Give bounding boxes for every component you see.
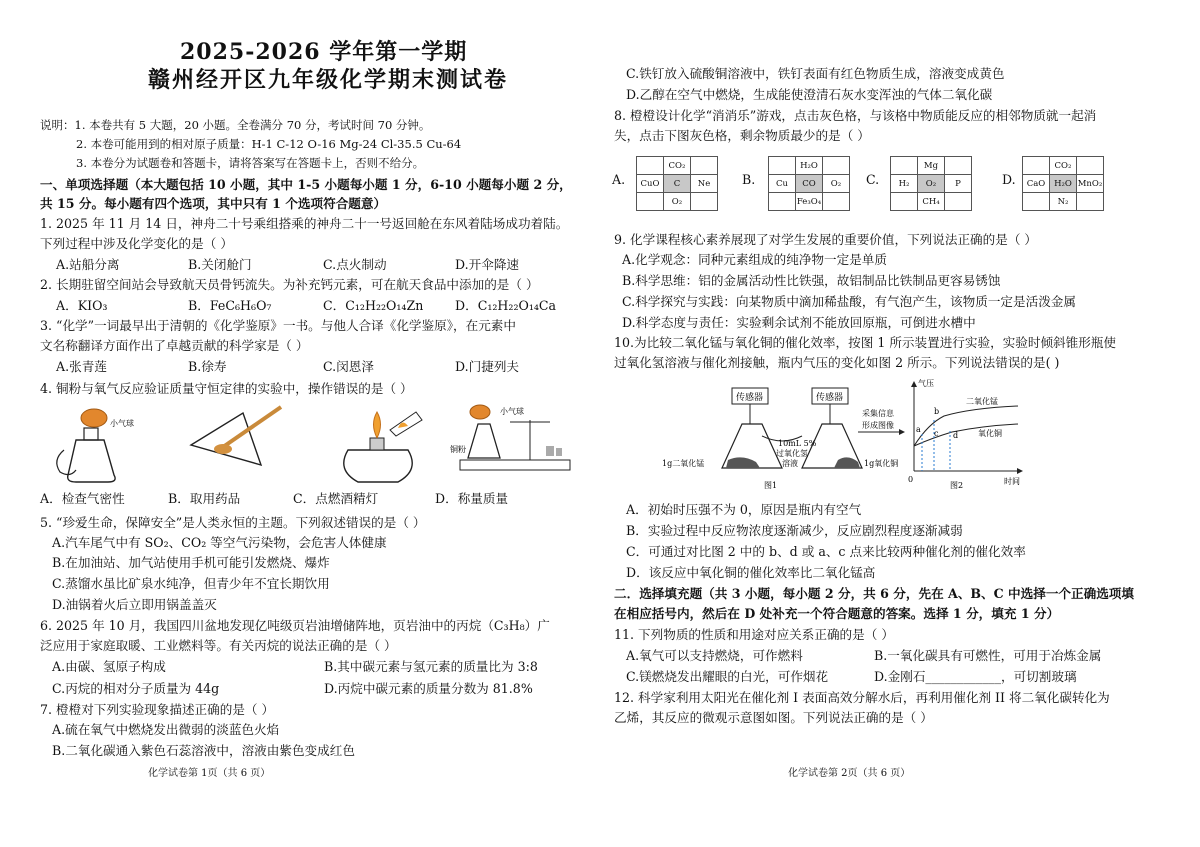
origin-label: 0 xyxy=(908,475,914,484)
q9-option-d: D.科学态度与责任：实验剩余试剂不能放回原瓶，可倒进水槽中 xyxy=(622,315,976,330)
q5-option-a: A.汽车尾气中有 SO₂、CO₂ 等空气污染物，会危害人体健康 xyxy=(52,535,387,550)
take-reagent-illustration xyxy=(183,405,293,485)
q1-option-a: A.站船分离 xyxy=(56,257,120,272)
question-4: 4. 铜粉与氧气反应验证质量守恒定律的实验中，操作错误的是（ ） xyxy=(40,381,413,396)
fig1-caption: 图1 xyxy=(764,481,778,490)
copper-powder-label: 铜粉 xyxy=(450,445,466,454)
grid-cell xyxy=(891,193,918,211)
grid-cell: N₂ xyxy=(1050,193,1077,211)
grid-cell xyxy=(1077,157,1104,175)
grid-cell-highlighted: O₂ xyxy=(918,175,945,193)
grid-cell xyxy=(1023,157,1050,175)
grid-cell xyxy=(945,157,972,175)
page-footer-1: 化学试卷第 1页（共 6 页） xyxy=(148,768,271,779)
grid-cell xyxy=(823,157,850,175)
sensor-label-2: 传感器 xyxy=(816,393,844,403)
q7-option-a: A.硫在氧气中燃烧发出微弱的淡蓝色火焰 xyxy=(52,722,280,737)
section1-heading: 一、单项选择题（本大题包括 10 小题，其中 1-5 小题每小题 1 分，6-10 小题每小题 2 分， xyxy=(40,177,572,192)
question-1: 1. 2025 年 11 月 14 日，神舟二十号乘组搭乘的神舟二十一号返回舱在东风着陆场成功着陆。 xyxy=(40,216,569,231)
grid-cell xyxy=(691,157,718,175)
q8-option-c: C. xyxy=(866,172,880,187)
section2-heading-cont: 在相应括号内，然后在 D 处补充一个符合题意的答案。选择 1 分，填充 1 分） xyxy=(614,606,1060,621)
q9-option-a: A.化学观念：同种元素组成的纯净物一定是单质 xyxy=(622,252,887,267)
pressure-axis-label: 气压 xyxy=(918,379,934,388)
q4-option-b: B．取用药品 xyxy=(168,491,241,506)
q2-option-b: B．FeC₆H₆O₇ xyxy=(188,298,272,313)
grid-cell xyxy=(823,193,850,211)
q7-option-d: D.乙醇在空气中燃烧，生成能使澄清石灰水变浑浊的气体二氧化碳 xyxy=(626,87,993,102)
q8-grid-b xyxy=(768,156,850,211)
grid-cell xyxy=(769,193,796,211)
note-3: 3. 本卷分为试题卷和答题卡，请将答案写在答题卡上，否则不给分。 xyxy=(76,156,425,170)
question-3: 3. “化学”一词最早出于清朝的《化学鉴原》一书。与他人合译《化学鉴原》，在元素中 xyxy=(40,318,516,333)
question-8-cont: 失，点击下图灰色格，剩余物质最少的是（ ） xyxy=(614,128,870,143)
question-12-cont: 乙烯，其反应的微观示意图如图。下列说法正确的是（ ） xyxy=(614,710,933,725)
grid-cell: Ne xyxy=(691,175,718,193)
grid-cell xyxy=(637,193,664,211)
question-6: 6. 2025 年 10 月，我国四川盆地发现亿吨级页岩油增储阵地，页岩油中的丙烷（C₃H₈）广 xyxy=(40,618,550,633)
q7-option-b: B.二氧化碳通入紫色石蕊溶液中，溶液由紫色变成红色 xyxy=(52,743,355,758)
form-label: 形成图像 xyxy=(862,421,894,430)
question-7: 7. 橙橙对下列实验现象描述正确的是（ ） xyxy=(40,702,275,717)
grid-cell xyxy=(891,157,918,175)
q1-option-b: B.关闭舱门 xyxy=(188,257,252,272)
q2-option-d: D．C₁₂H₂₂O₁₄Ca xyxy=(455,298,557,313)
q3-option-a: A.张青莲 xyxy=(56,359,107,374)
q9-option-b: B.科学思维：铝的金属活动性比铁强，故铝制品比铁制品更容易锈蚀 xyxy=(622,273,1001,288)
q8-option-a: A. xyxy=(612,172,626,187)
question-3-cont: 文名称翻译方面作出了卓越贡献的科学家是（ ） xyxy=(40,338,309,353)
balloon-label: 小气球 xyxy=(110,419,134,428)
time-axis-label: 时间 xyxy=(1004,477,1020,486)
solution-label-1: 10mL 5% xyxy=(778,439,817,448)
q3-option-c: C.闵恩泽 xyxy=(323,359,374,374)
solution-label-2: 过氧化氢 xyxy=(776,449,808,458)
section1-heading-cont: 共 15 分。每小题有四个选项，其中只有 1 个选项符合题意） xyxy=(40,196,387,211)
q6-option-d: D.丙烷中碳元素的质量分数为 81.8% xyxy=(324,681,533,696)
q3-option-b: B.徐寿 xyxy=(188,359,227,374)
note-1: 说明：1. 本卷共有 5 大题，20 小题。全卷满分 70 分，考试时间 70 分钟。 xyxy=(40,118,431,132)
question-2: 2. 长期驻留空间站会导致航天员骨钙流失。为补充钙元素，可在航天食品中添加的是（ ） xyxy=(40,277,539,292)
question-5: 5. “珍爱生命，保障安全”是人类永恒的主题。下列叙述错误的是（ ） xyxy=(40,515,426,530)
point-b: b xyxy=(934,407,940,416)
grid-cell: CO₂ xyxy=(664,157,691,175)
grid-cell xyxy=(1077,193,1104,211)
point-c: c xyxy=(934,429,939,438)
page-footer-2: 化学试卷第 2页（共 6 页） xyxy=(788,768,911,779)
q9-option-c: C.科学探究与实践：向某物质中滴加稀盐酸，有气泡产生，该物质一定是活泼金属 xyxy=(622,294,1076,309)
grid-cell: P xyxy=(945,175,972,193)
question-10: 10.为比较二氧化锰与氧化铜的催化效率，按图 1 所示装置进行实验，实验时倾斜锥形瓶使 xyxy=(614,335,1117,350)
q8-grid-d xyxy=(1022,156,1104,211)
q8-option-b: B. xyxy=(742,172,756,187)
grid-cell: CuO xyxy=(637,175,664,193)
q2-option-a: A．KIO₃ xyxy=(56,298,108,313)
point-a: a xyxy=(916,425,921,434)
q11-option-a: A.氧气可以支持燃烧，可作燃料 xyxy=(626,648,803,663)
alcohol-lamp-illustration xyxy=(328,400,428,488)
grid-cell xyxy=(769,157,796,175)
question-10-cont: 过氧化氢溶液与催化剂接触，瓶内气压的变化如图 2 所示。下列说法错误的是( ) xyxy=(614,355,1060,370)
q6-option-b: B.其中碳元素与氢元素的质量比为 3:8 xyxy=(324,659,538,674)
q4-option-d: D．称量质量 xyxy=(435,491,509,506)
weigh-mass-illustration xyxy=(450,400,580,488)
q11-option-b: B.一氧化碳具有可燃性，可用于冶炼金属 xyxy=(874,648,1102,663)
grid-cell-highlighted: C xyxy=(664,175,691,193)
q2-option-c: C．C₁₂H₂₂O₁₄Zn xyxy=(323,298,424,313)
section2-heading: 二．选择填充题（共 3 小题，每小题 2 分，共 6 分，先在 A、B、C 中选择一个正确选项填 xyxy=(614,586,1134,601)
grid-cell: CaO xyxy=(1023,175,1050,193)
grid-cell: O₂ xyxy=(664,193,691,211)
q8-grid-c xyxy=(890,156,972,211)
q11-option-d: D.金刚石____________，可切割玻璃 xyxy=(874,669,1077,684)
q1-option-c: C.点火制动 xyxy=(323,257,387,272)
q4-option-c: C．点燃酒精灯 xyxy=(293,491,379,506)
grid-cell: CH₄ xyxy=(918,193,945,211)
question-12: 12. 科学家利用太阳光在催化剂 I 表面高效分解水后，再利用催化剂 II 将二氧化碳转化为 xyxy=(614,690,1110,705)
q5-option-d: D.油锅着火后立即用锅盖盖灭 xyxy=(52,597,217,612)
q8-option-d: D. xyxy=(1002,172,1016,187)
question-8: 8. 橙橙设计化学“消消乐”游戏，点击灰色格，与该格中物质能反应的相邻物质就一起消 xyxy=(614,108,1097,123)
grid-cell: H₂ xyxy=(891,175,918,193)
grid-cell: O₂ xyxy=(823,175,850,193)
cuo-curve xyxy=(914,424,1018,446)
grid-cell: MnO₂ xyxy=(1077,175,1104,193)
cuo-label: 1g氧化铜 xyxy=(864,459,899,468)
question-11: 11. 下列物质的性质和用途对应关系正确的是（ ） xyxy=(614,627,894,642)
exam-title-line2: 赣州经开区九年级化学期末测试卷 xyxy=(148,67,509,93)
point-d: d xyxy=(953,431,959,440)
airtight-check-illustration xyxy=(46,400,146,488)
grid-cell: Cu xyxy=(769,175,796,193)
q6-option-a: A.由碳、氢原子构成 xyxy=(52,659,166,674)
q10-option-a: A．初始时压强不为 0，原因是瓶内有空气 xyxy=(626,502,862,517)
solution-label-3: 溶液 xyxy=(782,459,798,468)
note-2: 2. 本卷可能用到的相对原子质量：H-1 C-12 O-16 Mg-24 Cl-35.5 Cu-64 xyxy=(76,137,462,151)
fig2-caption: 图2 xyxy=(950,481,964,490)
grid-cell xyxy=(691,193,718,211)
collect-label: 采集信息 xyxy=(862,409,894,418)
q1-option-d: D.开伞降速 xyxy=(455,257,520,272)
q10-option-c: C．可通过对比图 2 中的 b、d 或 a、c 点来比较两种催化剂的催化效率 xyxy=(626,544,1026,559)
grid-cell: Mg xyxy=(918,157,945,175)
q6-option-c: C.丙烷的相对分子质量为 44g xyxy=(52,681,220,696)
q11-option-c: C.镁燃烧发出耀眼的白光，可作烟花 xyxy=(626,669,829,684)
grid-cell xyxy=(1023,193,1050,211)
grid-cell-highlighted: CO xyxy=(796,175,823,193)
cuo-curve-label: 氧化铜 xyxy=(978,429,1002,438)
q7-option-c: C.铁钉放入硫酸铜溶液中，铁钉表面有红色物质生成，溶液变成黄色 xyxy=(626,66,1005,81)
exam-title-line1: 2025-2026 学年第一学期 xyxy=(180,39,468,65)
q10-option-b: B．实验过程中反应物浓度逐渐减少，反应剧烈程度逐渐减弱 xyxy=(626,523,963,538)
catalyst-experiment-figure xyxy=(652,376,1032,494)
question-9: 9. 化学课程核心素养展现了对学生发展的重要价值，下列说法正确的是（ ） xyxy=(614,232,1038,247)
grid-cell xyxy=(637,157,664,175)
question-1-cont: 下列过程中涉及化学变化的是（ ） xyxy=(40,236,233,251)
question-6-cont: 泛应用于家庭取暖、工业燃料等。有关丙烷的说法正确的是（ ） xyxy=(40,638,397,653)
q4-option-a: A．检查气密性 xyxy=(40,491,125,506)
mno2-label: 1g二氧化锰 xyxy=(662,459,705,468)
balloon-label-2: 小气球 xyxy=(500,407,524,416)
grid-cell: Fe₃O₄ xyxy=(796,193,823,211)
grid-cell: H₂O xyxy=(796,157,823,175)
grid-cell xyxy=(945,193,972,211)
mno2-curve-label: 二氧化锰 xyxy=(966,397,998,406)
q5-option-b: B.在加油站、加气站使用手机可能引发燃烧、爆炸 xyxy=(52,555,330,570)
grid-cell-highlighted: H₂O xyxy=(1050,175,1077,193)
q10-option-d: D．该反应中氧化铜的催化效率比二氧化锰高 xyxy=(626,565,876,580)
q8-grid-a xyxy=(636,156,718,211)
q3-option-d: D.门捷列夫 xyxy=(455,359,520,374)
sensor-label-1: 传感器 xyxy=(736,393,764,403)
q5-option-c: C.蒸馏水虽比矿泉水纯净，但青少年不宜长期饮用 xyxy=(52,576,330,591)
grid-cell: CO₂ xyxy=(1050,157,1077,175)
